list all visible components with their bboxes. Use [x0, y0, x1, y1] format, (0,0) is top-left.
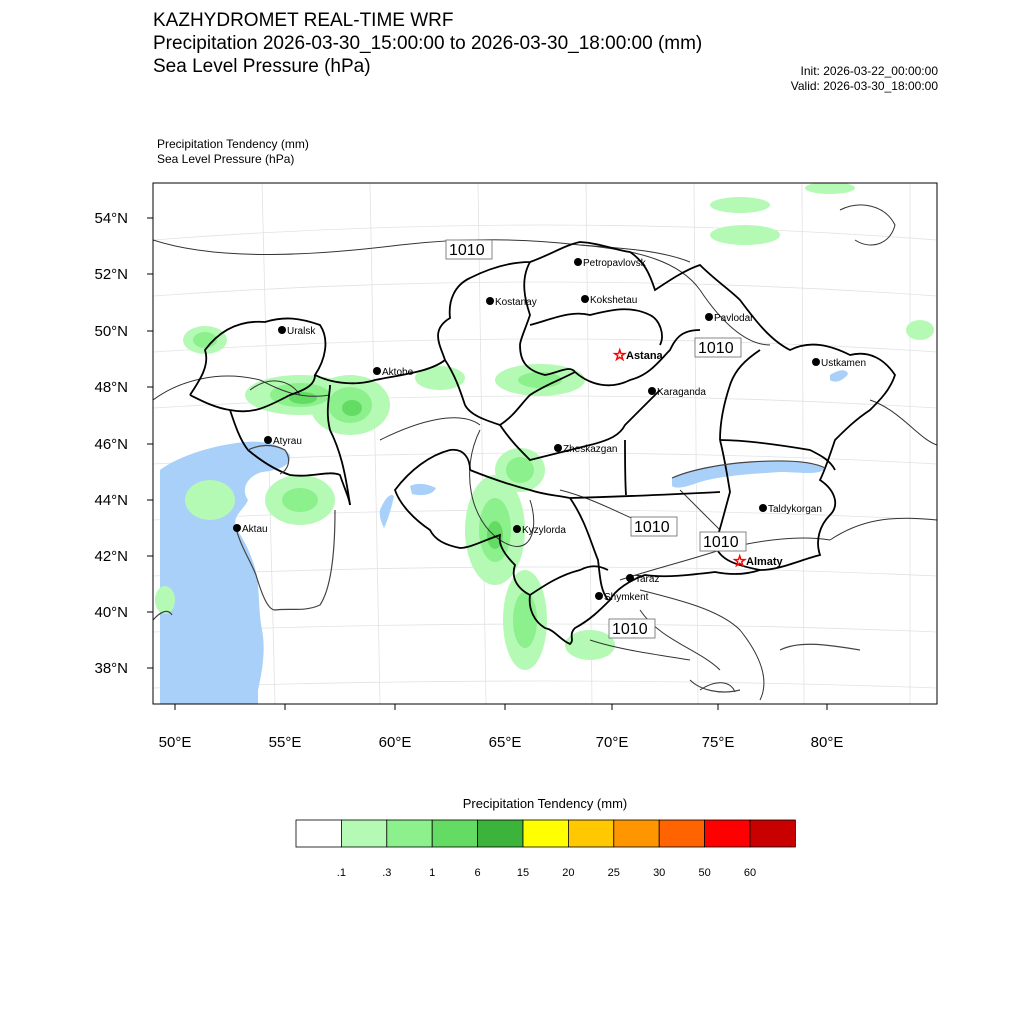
city-marker	[648, 387, 656, 395]
colorbar-label: 6	[474, 867, 481, 879]
city-marker	[554, 444, 562, 452]
city-marker	[626, 574, 634, 582]
colorbar-swatch	[341, 820, 386, 847]
colorbar-swatch	[478, 820, 523, 847]
city-label: Petropavlovsk	[583, 258, 646, 269]
city-label: Taraz	[635, 574, 660, 585]
city-label: Almaty	[746, 556, 783, 568]
init-time: Init: 2026-03-22_00:00:00	[800, 64, 938, 78]
capital-star-icon: ☆	[733, 553, 747, 570]
city-label: Astana	[626, 350, 663, 362]
colorbar-swatch	[432, 820, 477, 847]
city-label: Ustkamen	[821, 358, 867, 369]
lat-label: 38°N	[94, 660, 128, 677]
lat-label: 52°N	[94, 266, 128, 283]
title-line-1: KAZHYDROMET REAL-TIME WRF	[153, 10, 454, 31]
city-label: Atyrau	[273, 436, 302, 447]
colorbar-title: Precipitation Tendency (mm)	[462, 796, 628, 811]
balkhash-lake	[672, 461, 825, 488]
lat-label: 40°N	[94, 604, 128, 621]
city-label: Aktobe	[382, 367, 414, 378]
city-marker	[705, 313, 713, 321]
subtitle-slp: Sea Level Pressure (hPa)	[157, 152, 295, 166]
colorbar-label: 30	[653, 867, 666, 879]
lon-label: 65°E	[488, 734, 522, 751]
colorbar-swatch	[523, 820, 568, 847]
isobar-label: 1010	[449, 242, 485, 259]
city-marker	[278, 326, 286, 334]
title-line-3: Sea Level Pressure (hPa)	[153, 56, 371, 77]
city-label: Shymkent	[604, 592, 649, 603]
capital-star-icon: ☆	[613, 347, 627, 364]
city-label: Taldykorgan	[768, 504, 822, 515]
isobar-label: 1010	[703, 534, 739, 551]
zaysan-lake	[830, 370, 848, 381]
lat-label: 44°N	[94, 492, 128, 509]
lat-label: 54°N	[94, 210, 128, 227]
city-marker	[264, 436, 272, 444]
city-marker	[759, 504, 767, 512]
colorbar-swatch	[568, 820, 613, 847]
colorbar-swatch	[705, 820, 750, 847]
colorbar-label: 1	[429, 867, 436, 879]
subtitle-precip: Precipitation Tendency (mm)	[157, 137, 309, 151]
city-label: Aktau	[242, 524, 268, 535]
lat-label: 46°N	[94, 436, 128, 453]
isobar-label: 1010	[698, 340, 734, 357]
city-marker	[574, 258, 582, 266]
colorbar-label: 60	[743, 867, 757, 879]
city-marker	[486, 297, 494, 305]
colorbar-swatch	[659, 820, 704, 847]
city-label: Kostanay	[495, 297, 537, 308]
city-label: Pavlodar	[714, 313, 754, 324]
isobar-label: 1010	[634, 519, 670, 536]
lat-label: 48°N	[94, 379, 128, 396]
colorbar-label: .3	[382, 867, 392, 879]
aral-sea-east	[410, 484, 436, 495]
lon-label: 55°E	[268, 734, 302, 751]
lon-label: 70°E	[595, 734, 629, 751]
colorbar-swatch	[296, 820, 341, 847]
city-marker	[812, 358, 820, 366]
city-marker	[581, 295, 589, 303]
lon-label: 50°E	[158, 734, 192, 751]
latitude-labels	[94, 210, 128, 677]
longitude-labels	[159, 734, 844, 751]
colorbar-label: 15	[516, 867, 530, 879]
valid-time: Valid: 2026-03-30_18:00:00	[790, 79, 938, 93]
lon-label: 80°E	[810, 734, 844, 751]
city-label: Kyzylorda	[522, 525, 566, 536]
lon-label: 60°E	[378, 734, 412, 751]
city-label: Zheskazgan	[563, 444, 618, 455]
city-marker	[373, 367, 381, 375]
cities	[233, 258, 866, 603]
city-label: Uralsk	[287, 326, 316, 337]
lat-label: 50°N	[94, 323, 128, 340]
city-marker	[513, 525, 521, 533]
city-label: Karaganda	[657, 387, 706, 398]
colorbar-swatch	[750, 820, 795, 847]
colorbar-swatch	[387, 820, 432, 847]
city-marker	[233, 524, 241, 532]
caspian-sea	[160, 442, 290, 704]
isobar-label: 1010	[612, 621, 648, 638]
colorbar-label: 50	[698, 867, 711, 879]
colorbar-swatch	[614, 820, 659, 847]
title-line-2: Precipitation 2026-03-30_15:00:00 to 2026-03-30_18:00:00 (mm)	[153, 33, 703, 54]
colorbar-label: 25	[607, 867, 620, 879]
lon-label: 75°E	[701, 734, 735, 751]
city-label: Kokshetau	[590, 295, 638, 306]
colorbar-label: .1	[336, 867, 346, 879]
city-marker	[595, 592, 603, 600]
colorbar-label: 20	[562, 867, 575, 879]
colorbar	[296, 820, 795, 847]
lat-label: 42°N	[94, 548, 128, 565]
